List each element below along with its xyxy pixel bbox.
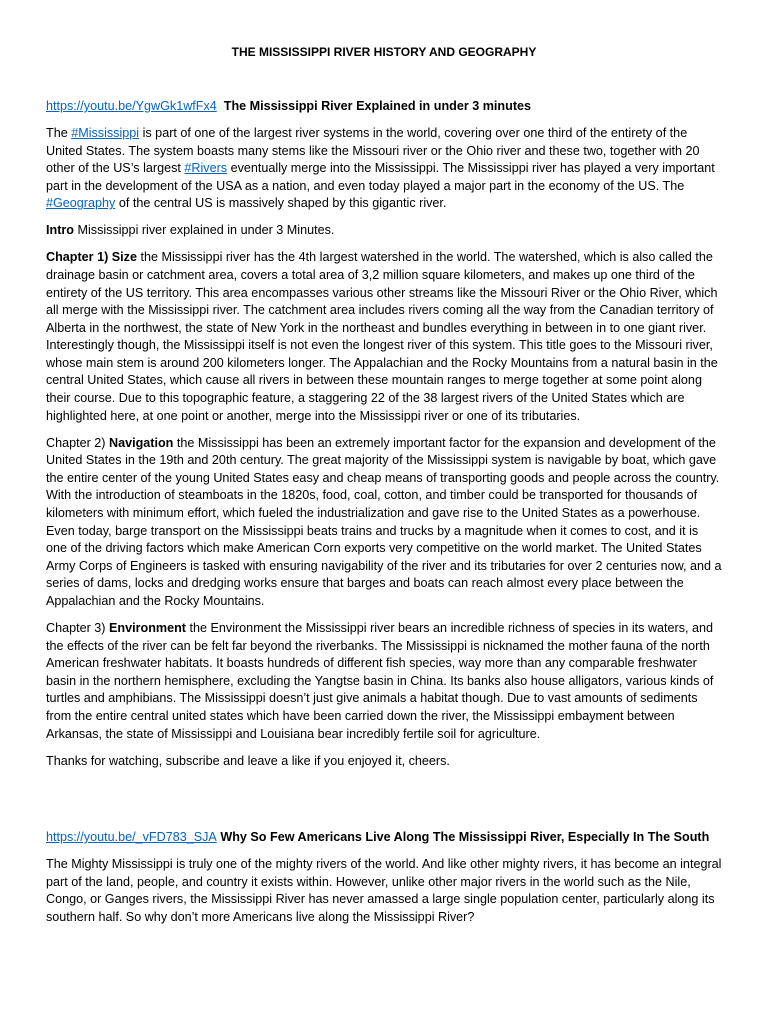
- document-title: THE MISSISSIPPI RIVER HISTORY AND GEOGRAPHY: [231, 45, 537, 59]
- hashtag-mississippi-link[interactable]: #Mississippi: [71, 125, 140, 140]
- chapter3-label: Environment: [109, 620, 186, 635]
- video2-section: [46, 829, 722, 936]
- hashtag-geography-link[interactable]: #Geography: [46, 196, 116, 211]
- chapter1-label: Chapter 1) Size: [46, 250, 137, 265]
- intro-label: Intro: [46, 223, 74, 238]
- video1-heading: The Mississippi River Explained in under 3 minutes: [223, 99, 532, 113]
- intro-line-paragraph: [46, 222, 722, 240]
- intro-text-3: eventually merge into the Mississippi. The Mississippi river has played a very important part in the development of the USA as a nation, and even today played a major part in the economy of the US. The: [46, 161, 715, 193]
- video2-link[interactable]: https://youtu.be/_vFD783_SJA: [46, 830, 217, 844]
- chapter3-prefix: Chapter 3): [46, 620, 109, 635]
- chapter3-paragraph: [46, 620, 722, 743]
- chapter2-label: Navigation: [109, 435, 174, 450]
- intro-line-text: Mississippi river explained in under 3 Minutes.: [73, 223, 335, 238]
- chapter2-text: the Mississippi has been an extremely important factor for the expansion and development of the United States in the 19th and 20th century. The great majority of the Mississippi system is navigable by boat, which gave the entire center of the young United States easy and cheap means of transporting goods and people across the country. With the introduction of steamboats in the 1820s, food, coal, cotton, and timber could be transported for thousands of kilometers with minimum effort, which fueled the industrialization and gave rise to the United States as a powerhouse. Even today, barge transport on the Mississippi beats trains and trucks by a magnitude when it comes to cost, and it is one of the driving factors which make American Corn exports very competitive on the world market. The United States Army Corps of Engineers is tasked with ensuring navigability of the river and its tributaries for over 2 centuries now, and a series of dams, locks and dredging works ensure that barges and boats can reach almost every place between the Appalachian and the Rocky Mountains.: [46, 435, 722, 608]
- chapter2-prefix: Chapter 2): [46, 435, 109, 450]
- intro-text-2: is part of one of the largest river systems in the world, covering over one third of the entirety of the United States. The system boasts many stems like the Missouri river or the Ohio river and these two, together with 20 other of the US’s largest: [46, 125, 700, 176]
- intro-text-1: The: [46, 125, 72, 140]
- hashtag-rivers-link[interactable]: #Rivers: [184, 161, 228, 176]
- chapter3-text: the Environment the Mississippi river bears an incredible richness of species in its waters, and the effects of the river can be felt far beyond the riverbanks. The Mississippi is nicknamed the mother fauna of the north American freshwater habitats. It boasts hundreds of different fish species, way more than any comparable freshwater basin in the northern hemisphere, excluding the Yangtse basin in China. Its banks also house alligators, various kinds of turtles and amphibians. The Mississippi doesn’t just give animals a habitat though. Due to vast amounts of sediments from the entire central united states which have been carried down the river, the Mississippi embayment between Arkansas, the state of Mississippi and Louisiana bear incredibly fertile soil for agriculture.: [46, 620, 714, 741]
- chapter1-paragraph: [46, 249, 722, 425]
- video1-intro-paragraph: [46, 125, 722, 213]
- video1-header: [46, 98, 722, 116]
- video2-intro-paragraph: The Mighty Mississippi is truly one of the mighty rivers of the world. And like other mighty rivers, it has become an integral part of the land, people, and country it exists within. However, unlike other major rivers in the world such as the Nile, Congo, or Ganges rivers, the Mississippi River has never amassed a large single population center, particularly along its southern half. So why don’t more Americans live along the Mississippi River?: [46, 856, 722, 924]
- chapter1-text: the Mississippi river has the 4th largest watershed in the world. The watershed, which is also called the drainage basin or catchment area, covers a total area of 3,2 million square kilometers, and makes up one third of the entirety of the US territory. This area encompasses various other streams like the Missouri River or the Ohio River, which all merge with the Mississippi river. The catchment area includes rivers coming all the way from the Canadian territory of Alberta in the northwest, the state of New York in the northeast and bundles everything in between in to one giant river. Interestingly though, the Mississippi itself is not even the longest river of this system. This title goes to the Missouri river, whose main stem is around 200 kilometers longer. The Appalachian and the Rocky Mountains from a natural basin in the central United States, which cause all rivers in between these mountain ranges to merge together at some point along their course. Due to this topographic feature, a staggering 22 of the 38 largest rivers of the United States which are highlighted here, at one point or another, merge into the Mississippi river or one of its tributaries.: [46, 250, 718, 423]
- video1-section: [46, 98, 722, 780]
- intro-text-4: of the central US is massively shaped by this gigantic river.: [115, 196, 447, 211]
- chapter2-paragraph: [46, 435, 722, 611]
- video1-link[interactable]: https://youtu.be/YgwGk1wfFx4: [46, 99, 217, 113]
- video2-heading: Why So Few Americans Live Along The Mississippi River, Especially In The South: [220, 830, 710, 844]
- video2-header: [46, 829, 722, 847]
- outro-paragraph: Thanks for watching, subscribe and leave a like if you enjoyed it, cheers.: [46, 753, 450, 768]
